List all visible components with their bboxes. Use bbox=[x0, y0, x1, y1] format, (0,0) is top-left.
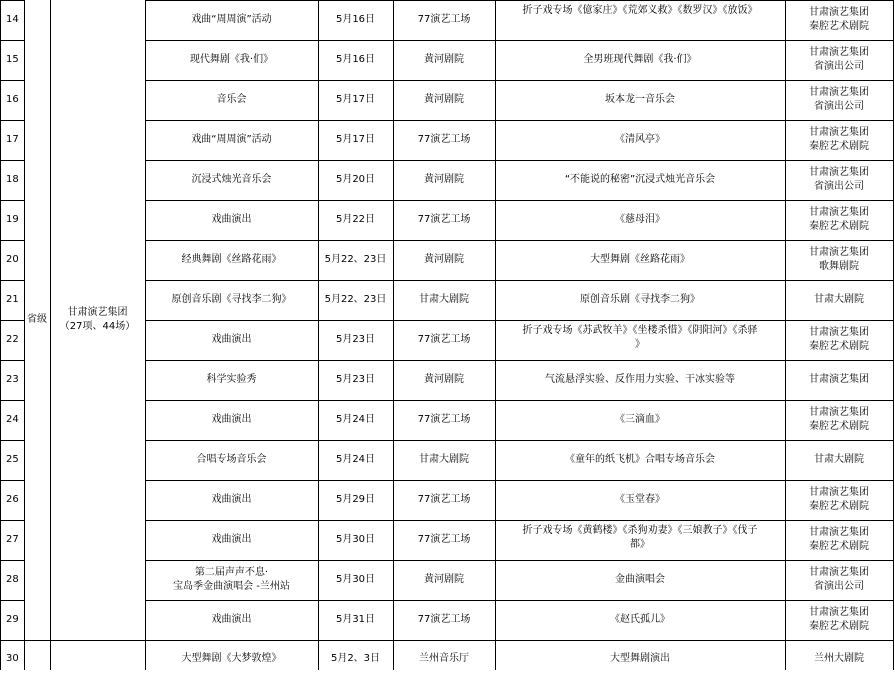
event-venue: 黄河剧院 bbox=[424, 94, 464, 105]
event-date: 5月23日 bbox=[335, 334, 376, 345]
event-date: 5月29日 bbox=[335, 494, 376, 505]
row-number: 29 bbox=[6, 614, 19, 625]
event-name: 第二届声声不息· 宝岛季金曲演唱会 -兰州站 bbox=[173, 567, 290, 592]
event-program: 折子戏专场《億家庄》《荒郊义救》《数罗汉》《放饭》 bbox=[522, 5, 758, 16]
event-program: 《玉堂春》 bbox=[615, 494, 665, 505]
column-divider bbox=[893, 0, 894, 670]
event-name: 戏曲演出 bbox=[211, 214, 252, 225]
row-number: 27 bbox=[6, 534, 19, 545]
unit-cell: 甘肃演艺集团 （27项、44场） bbox=[59, 307, 136, 332]
event-program: 折子戏专场《苏武牧羊》《坐楼杀惜》《阴阳河》《杀驿 》 bbox=[522, 325, 758, 350]
event-venue: 黄河剧院 bbox=[424, 174, 464, 185]
event-date: 5月17日 bbox=[335, 94, 376, 105]
event-date: 5月22、23日 bbox=[324, 254, 387, 265]
event-program: 《清风亭》 bbox=[615, 134, 665, 145]
row-number: 20 bbox=[6, 254, 19, 265]
event-name: 戏曲演出 bbox=[211, 614, 252, 625]
event-organizer: 甘肃演艺集团 秦腔艺术剧院 bbox=[809, 607, 869, 632]
event-venue: 甘肃大剧院 bbox=[419, 454, 469, 465]
event-organizer: 甘肃演艺集团 秦腔艺术剧院 bbox=[809, 407, 869, 432]
event-date: 5月20日 bbox=[335, 174, 376, 185]
event-date: 5月16日 bbox=[335, 54, 376, 65]
row-number: 22 bbox=[6, 334, 19, 345]
event-organizer: 兰州大剧院 bbox=[814, 653, 864, 664]
event-name: 科学实验秀 bbox=[206, 374, 257, 385]
event-organizer: 甘肃演艺集团 省演出公司 bbox=[809, 47, 869, 72]
event-name: 戏曲演出 bbox=[211, 414, 252, 425]
event-date: 5月23日 bbox=[335, 374, 376, 385]
event-date: 5月31日 bbox=[335, 614, 376, 625]
event-date: 5月2、3日 bbox=[330, 653, 381, 664]
event-organizer: 甘肃大剧院 bbox=[814, 454, 864, 465]
row-number: 19 bbox=[6, 214, 19, 225]
row-number: 26 bbox=[6, 494, 19, 505]
event-organizer: 甘肃演艺集团 省演出公司 bbox=[809, 87, 869, 112]
event-program: 《慈母泪》 bbox=[615, 214, 665, 225]
group-divider bbox=[24, 640, 145, 641]
event-program: 大型舞剧《丝路花雨》 bbox=[590, 254, 690, 265]
row-number: 16 bbox=[6, 94, 19, 105]
event-date: 5月22日 bbox=[335, 214, 376, 225]
event-name: 现代舞剧《我·们》 bbox=[189, 54, 274, 65]
event-organizer: 甘肃演艺集团 秦腔艺术剧院 bbox=[809, 327, 869, 352]
event-name: 戏曲“周周演”活动 bbox=[191, 14, 272, 25]
event-organizer: 甘肃演艺集团 省演出公司 bbox=[809, 167, 869, 192]
event-date: 5月24日 bbox=[335, 454, 376, 465]
row-number: 14 bbox=[6, 14, 19, 25]
event-organizer: 甘肃演艺集团 bbox=[809, 374, 869, 385]
event-venue: 77演艺工场 bbox=[417, 614, 471, 625]
event-venue: 黄河剧院 bbox=[424, 254, 464, 265]
event-organizer: 甘肃演艺集团 秦腔艺术剧院 bbox=[809, 487, 869, 512]
event-program: 坂本龙一音乐会 bbox=[605, 94, 675, 105]
event-name: 原创音乐剧《寻找李二狗》 bbox=[171, 294, 292, 305]
event-date: 5月16日 bbox=[335, 14, 376, 25]
event-name: 大型舞剧《大梦敦煌》 bbox=[181, 653, 282, 664]
event-venue: 甘肃大剧院 bbox=[419, 294, 469, 305]
event-program: 《赵氏孤儿》 bbox=[610, 614, 670, 625]
event-venue: 77演艺工场 bbox=[417, 214, 471, 225]
row-number: 24 bbox=[6, 414, 19, 425]
event-organizer: 甘肃演艺集团 秦腔艺术剧院 bbox=[809, 207, 869, 232]
event-organizer: 甘肃演艺集团 秦腔艺术剧院 bbox=[809, 7, 869, 32]
event-organizer: 甘肃演艺集团 秦腔艺术剧院 bbox=[809, 127, 869, 152]
event-organizer: 甘肃演艺集团 歌舞剧院 bbox=[809, 247, 869, 272]
event-venue: 兰州音乐厅 bbox=[419, 653, 469, 664]
event-program: 原创音乐剧《寻找李二狗》 bbox=[580, 294, 700, 305]
event-name: 合唱专场音乐会 bbox=[196, 454, 267, 465]
event-program: 折子戏专场《黄鹤楼》《杀狗劝妻》《三娘教子》《伐子 都》 bbox=[522, 525, 758, 550]
event-venue: 77演艺工场 bbox=[417, 134, 471, 145]
event-venue: 77演艺工场 bbox=[417, 414, 471, 425]
event-name: 戏曲演出 bbox=[211, 534, 252, 545]
row-number: 18 bbox=[6, 174, 19, 185]
event-program: 《童年的纸飞机》合唱专场音乐会 bbox=[565, 454, 715, 465]
event-name: 戏曲演出 bbox=[211, 494, 252, 505]
event-venue: 黄河剧院 bbox=[424, 374, 464, 385]
event-venue: 黄河剧院 bbox=[424, 574, 464, 585]
event-organizer: 甘肃大剧院 bbox=[814, 294, 864, 305]
row-number: 21 bbox=[6, 294, 19, 305]
event-date: 5月24日 bbox=[335, 414, 376, 425]
event-venue: 77演艺工场 bbox=[417, 494, 471, 505]
level-cell: 省级 bbox=[27, 314, 47, 325]
row-number: 17 bbox=[6, 134, 19, 145]
event-venue: 77演艺工场 bbox=[417, 14, 471, 25]
event-venue: 77演艺工场 bbox=[417, 534, 471, 545]
event-name: 戏曲演出 bbox=[211, 334, 252, 345]
event-name: 沉浸式烛光音乐会 bbox=[191, 174, 272, 185]
row-number: 25 bbox=[6, 454, 19, 465]
event-name: 戏曲“周周演”活动 bbox=[191, 134, 272, 145]
row-number: 15 bbox=[6, 54, 19, 65]
event-venue: 77演艺工场 bbox=[417, 334, 471, 345]
event-date: 5月17日 bbox=[335, 134, 376, 145]
event-organizer: 甘肃演艺集团 秦腔艺术剧院 bbox=[809, 527, 869, 552]
row-number: 30 bbox=[6, 653, 19, 664]
event-date: 5月22、23日 bbox=[324, 294, 387, 305]
event-program: “不能说的秘密”沉浸式烛光音乐会 bbox=[564, 174, 716, 185]
event-name: 音乐会 bbox=[216, 94, 247, 105]
event-date: 5月30日 bbox=[335, 534, 376, 545]
event-program: 《三滴血》 bbox=[615, 414, 665, 425]
event-program: 全男班现代舞剧《我·们》 bbox=[583, 54, 697, 65]
event-date: 5月30日 bbox=[335, 574, 376, 585]
event-program: 金曲演唱会 bbox=[615, 574, 665, 585]
event-program: 气流悬浮实验、反作用力实验、干冰实验等 bbox=[545, 374, 735, 385]
event-name: 经典舞剧《丝路花雨》 bbox=[181, 254, 282, 265]
event-venue: 黄河剧院 bbox=[424, 54, 464, 65]
event-program: 大型舞剧演出 bbox=[610, 653, 670, 664]
row-number: 23 bbox=[6, 374, 19, 385]
event-organizer: 甘肃演艺集团 省演出公司 bbox=[809, 567, 869, 592]
row-number: 28 bbox=[6, 574, 19, 585]
